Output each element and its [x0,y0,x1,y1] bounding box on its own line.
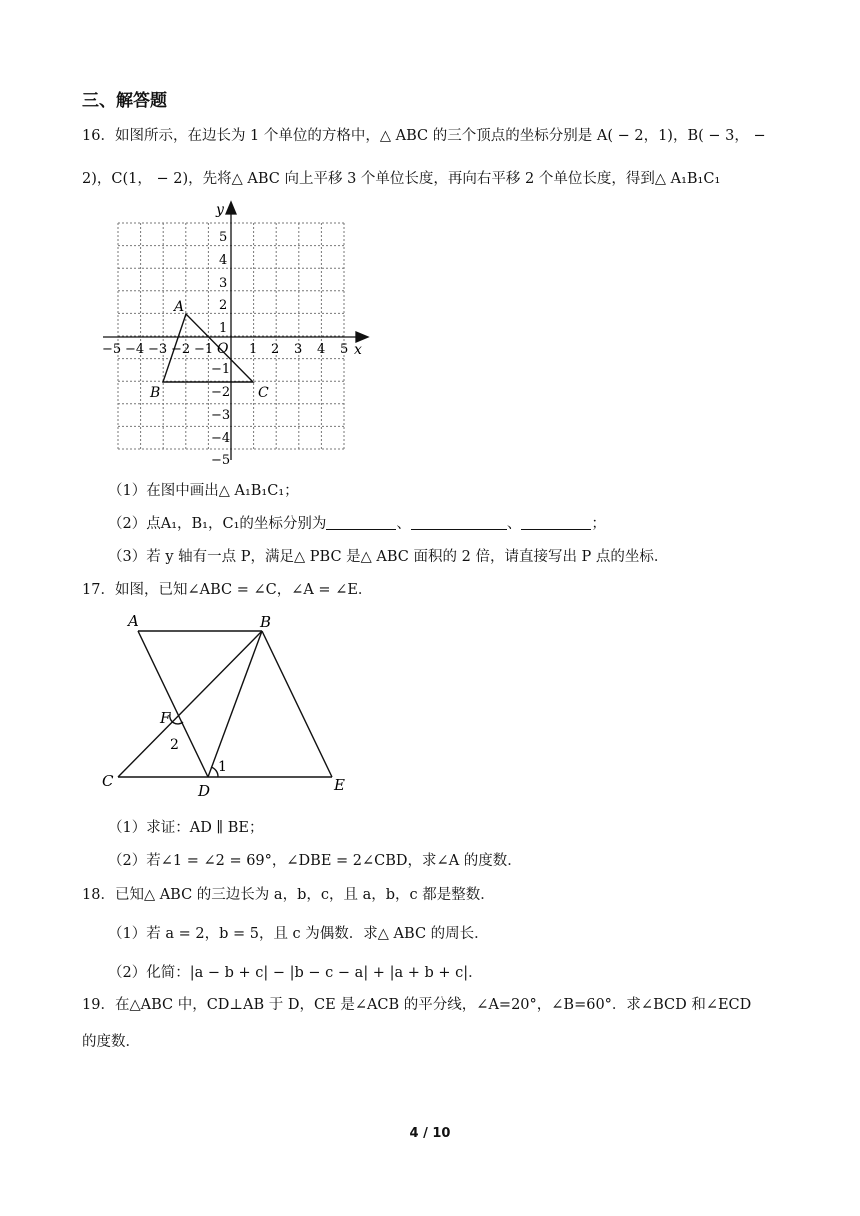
q16-part2 [108,512,606,533]
y-tick-label: −1 [211,362,231,377]
x-tick-label: −5 [102,342,122,357]
angle-1-arc [211,767,218,777]
q18-stem: 18．已知△ ABC 的三边长为 a，b，c，且 a，b，c 都是整数． [82,887,495,903]
x-tick-label: −4 [125,342,145,357]
q16-part2-sep: 、 [506,516,522,532]
axis-x-label: x [354,342,362,358]
label-e: E [334,776,345,794]
x-tick-label: 3 [294,342,303,357]
x-tick-label: −1 [194,342,214,357]
angle-1-label: 1 [218,759,227,775]
angle-2-label: 2 [170,737,179,753]
q16-part2-end: ； [591,516,606,532]
label-c: C [102,772,114,790]
q18-part1: （1）若 a = 2，b = 5，且 c 为偶数．求△ ABC 的周长． [108,926,489,942]
label-b: B [260,613,272,631]
answer-blank-a1[interactable] [326,517,396,530]
q17-stem: 17．如图，已知∠ABC = ∠C，∠A = ∠E． [82,582,373,598]
segment-bd [208,631,262,777]
q18-part2: （2）化简：|a − b + c| − |b − c − a| + |a + b + c|． [108,965,483,981]
answer-blank-c1[interactable] [521,517,591,530]
segment-ad [138,631,208,777]
x-tick-label: 2 [271,342,280,357]
q17-figure [98,608,358,803]
origin-label: O [217,341,229,357]
answer-blank-b1[interactable] [411,517,507,530]
y-tick-label: −4 [211,431,231,446]
label-d: D [198,782,211,800]
x-tick-label: −2 [171,342,191,357]
q16-stem-line1: 16．如图所示，在边长为 1 个单位的方格中，△ ABC 的三个顶点的坐标分别是 A( − 2，1)，B( − 3， − [82,128,766,144]
q16-part1: （1）在图中画出△ A₁B₁C₁； [108,483,299,499]
label-c: C [258,385,269,401]
y-tick-label: 2 [219,298,228,313]
q16-part2-sep: 、 [396,516,411,532]
page-number: 4 / 10 [409,1126,451,1141]
q16-stem-line2: 2)，C(1， − 2)，先将△ ABC 向上平移 3 个单位长度，再向右平移 2 个单位长度，得到△ A₁B₁C₁ [82,171,721,187]
q16-coordinate-figure [98,198,374,466]
segment-bc [118,631,262,777]
q19-stem-line1: 19．在△ABC 中，CD⊥AB 于 D，CE 是∠ACB 的平分线，∠A=20°，∠B=60°．求∠BCD 和∠ECD [82,997,752,1013]
y-tick-label: −3 [211,408,231,423]
y-axis-arrow [226,202,236,214]
x-tick-label: 1 [249,342,258,357]
y-tick-label: −5 [211,453,231,466]
segment-be [262,631,332,777]
x-tick-label: −3 [148,342,168,357]
label-a: A [174,299,185,315]
label-b: B [150,385,161,401]
x-axis-arrow [356,332,368,342]
label-a: A [128,612,139,630]
y-tick-label: −2 [211,385,231,400]
y-tick-label: 1 [219,321,228,336]
y-tick-label: 3 [219,276,228,291]
axis-y-label: y [216,202,224,218]
q19-stem-line2: 的度数． [82,1034,140,1050]
x-tick-label: 5 [340,342,349,357]
q17-part1: （1）求证：AD ∥ BE； [108,820,264,836]
section-title: 三、解答题 [82,91,167,111]
y-tick-label: 4 [219,253,228,268]
q16-part3: （3）若 y 轴有一点 P，满足△ PBC 是△ ABC 面积的 2 倍，请直接写出 P 点的坐标． [108,549,669,565]
q17-part2: （2）若∠1 = ∠2 = 69°，∠DBE = 2∠CBD，求∠A 的度数． [108,853,522,869]
x-tick-label: 4 [317,342,326,357]
y-tick-label: 5 [219,230,228,245]
label-f: F [160,709,171,727]
q16-part2-text: （2）点A₁，B₁，C₁的坐标分别为 [108,516,327,532]
